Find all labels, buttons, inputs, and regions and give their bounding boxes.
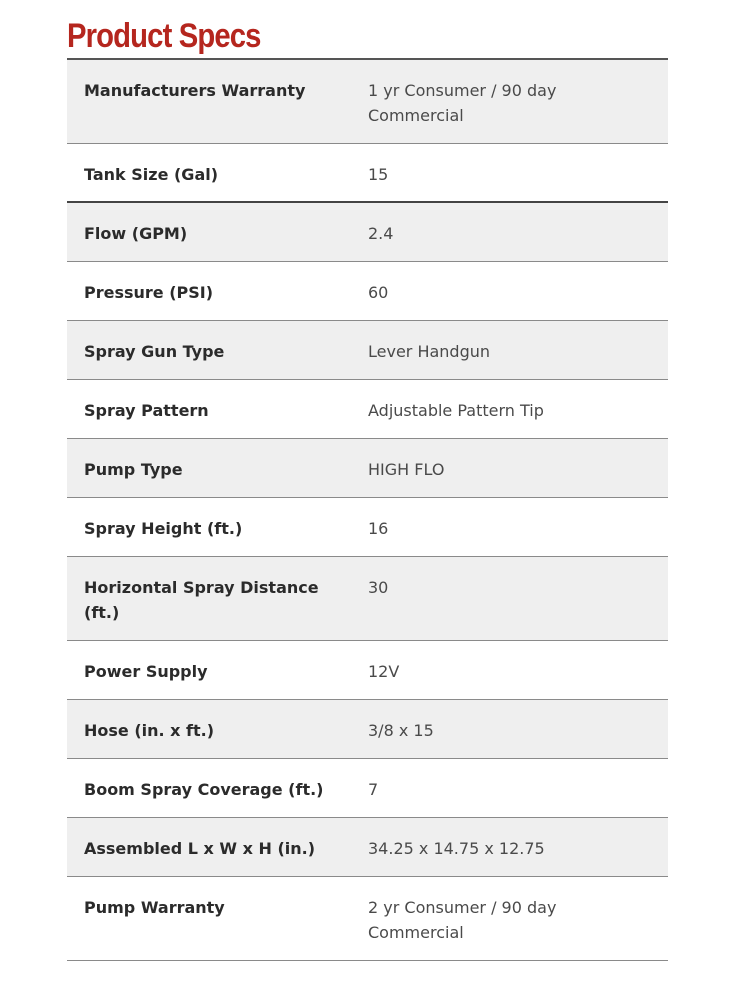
spec-row [67, 557, 668, 641]
spec-row [67, 877, 668, 961]
spec-label: Pump Type [84, 460, 183, 479]
spec-label: Boom Spray Coverage (ft.) [84, 780, 324, 799]
spec-value: 2.4 [368, 224, 394, 243]
specs-table [67, 58, 668, 961]
spec-value: 60 [368, 283, 389, 302]
spec-value: 12V [368, 662, 400, 681]
spec-value: 3/8 x 15 [368, 721, 434, 740]
spec-label: Flow (GPM) [84, 224, 188, 243]
spec-label: Tank Size (Gal) [84, 165, 219, 184]
spec-row [67, 641, 668, 700]
spec-row [67, 439, 668, 498]
spec-label: Spray Height (ft.) [84, 519, 243, 538]
spec-row [67, 498, 668, 557]
spec-value: 1 yr Consumer / 90 day Commercial [368, 81, 557, 125]
spec-row [67, 380, 668, 439]
spec-row [67, 700, 668, 759]
spec-value: HIGH FLO [368, 460, 445, 479]
spec-label: Spray Pattern [84, 401, 209, 420]
spec-value: 34.25 x 14.75 x 12.75 [368, 839, 545, 858]
spec-label: Hose (in. x ft.) [84, 721, 215, 740]
spec-row [67, 321, 668, 380]
spec-value: 15 [368, 165, 389, 184]
spec-label: Assembled L x W x H (in.) [84, 839, 316, 858]
spec-label: Horizontal Spray Distance (ft.) [84, 578, 319, 622]
spec-row [67, 203, 668, 262]
spec-label: Spray Gun Type [84, 342, 225, 361]
spec-row [67, 144, 668, 203]
spec-row [67, 818, 668, 877]
spec-value: 30 [368, 578, 389, 597]
spec-row [67, 262, 668, 321]
spec-value: 16 [368, 519, 389, 538]
spec-row [67, 60, 668, 144]
spec-value: 2 yr Consumer / 90 day Commercial [368, 898, 557, 942]
spec-value: 7 [368, 780, 379, 799]
spec-value: Lever Handgun [368, 342, 491, 361]
spec-label: Power Supply [84, 662, 208, 681]
spec-row [67, 759, 668, 818]
spec-label: Pressure (PSI) [84, 283, 214, 302]
spec-label: Pump Warranty [84, 898, 225, 917]
spec-label: Manufacturers Warranty [84, 81, 306, 100]
page-title: Product Specs [67, 17, 261, 55]
spec-value: Adjustable Pattern Tip [368, 401, 544, 420]
